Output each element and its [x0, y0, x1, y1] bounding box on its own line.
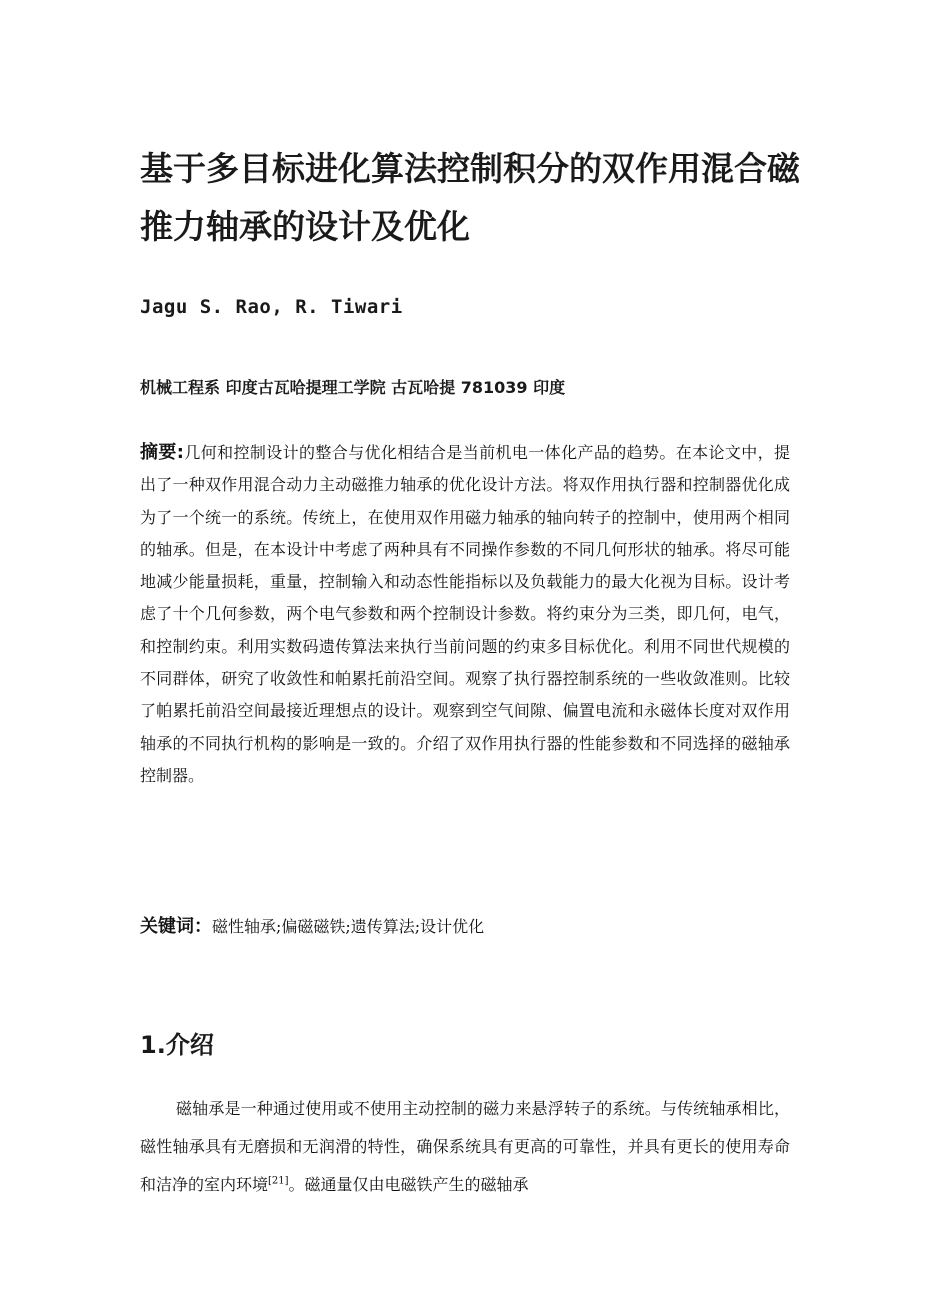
paper-title: 基于多目标进化算法控制积分的双作用混合磁推力轴承的设计及优化: [140, 149, 800, 246]
section-heading-introduction: 1.介绍: [140, 1031, 214, 1059]
paragraph-text-end: 。磁通量仅由电磁铁产生的磁轴承: [288, 1175, 529, 1194]
affiliation: 机械工程系 印度古瓦哈提理工学院 古瓦哈提 781039 印度: [140, 378, 566, 397]
paragraph-text-start: 磁轴承是一种通过使用或不使用主动控制的磁力来悬浮转子的系统。与传统轴承相比，磁性轴承具有无磨损和无润滑的特性，确保系统具有更高的可靠性，并具有更长的使用寿命和洁净的室内环境: [140, 1099, 790, 1194]
keywords: [140, 911, 790, 943]
author-list: Jagu S. Rao, R. Tiwari: [140, 296, 403, 318]
abstract: [140, 437, 790, 792]
keywords-text: 磁性轴承;偏磁磁铁;遗传算法;设计优化: [212, 917, 485, 936]
keywords-label: 关键词：: [140, 916, 212, 937]
abstract-label: 摘要:: [140, 442, 184, 463]
abstract-text: 几何和控制设计的整合与优化相结合是当前机电一体化产品的趋势。在本论文中，提出了一种双作用混合动力主动磁推力轴承的优化设计方法。将双作用执行器和控制器优化成为了一个统一的系统。传统上，在使用双作用磁力轴承的轴向转子的控制中，使用两个相同的轴承。但是，在本设计中考虑了两种具有不同操作参数的不同几何形状的轴承。将尽可能地减少能量损耗，重量，控制输入和动态性能指标以及负载能力的最大化视为目标。设计考虑了十个几何参数，两个电气参数和两个控制设计参数。将约束分为三类，即几何，电气，和控制约束。利用实数码遗传算法来执行当前问题的约束多目标优化。利用不同世代规模的不同群体，研究了收敛性和帕累托前沿空间。观察了执行器控制系统的一些收敛准则。比较了帕累托前沿空间最接近理想点的设计。观察到空气间隙、偏置电流和永磁体长度对双作用轴承的不同执行机构的影响是一致的。介绍了双作用执行器的性能参数和不同选择的磁轴承控制器。: [140, 443, 790, 785]
citation-reference: [21]: [268, 1175, 289, 1187]
introduction-paragraph: [140, 1090, 790, 1204]
